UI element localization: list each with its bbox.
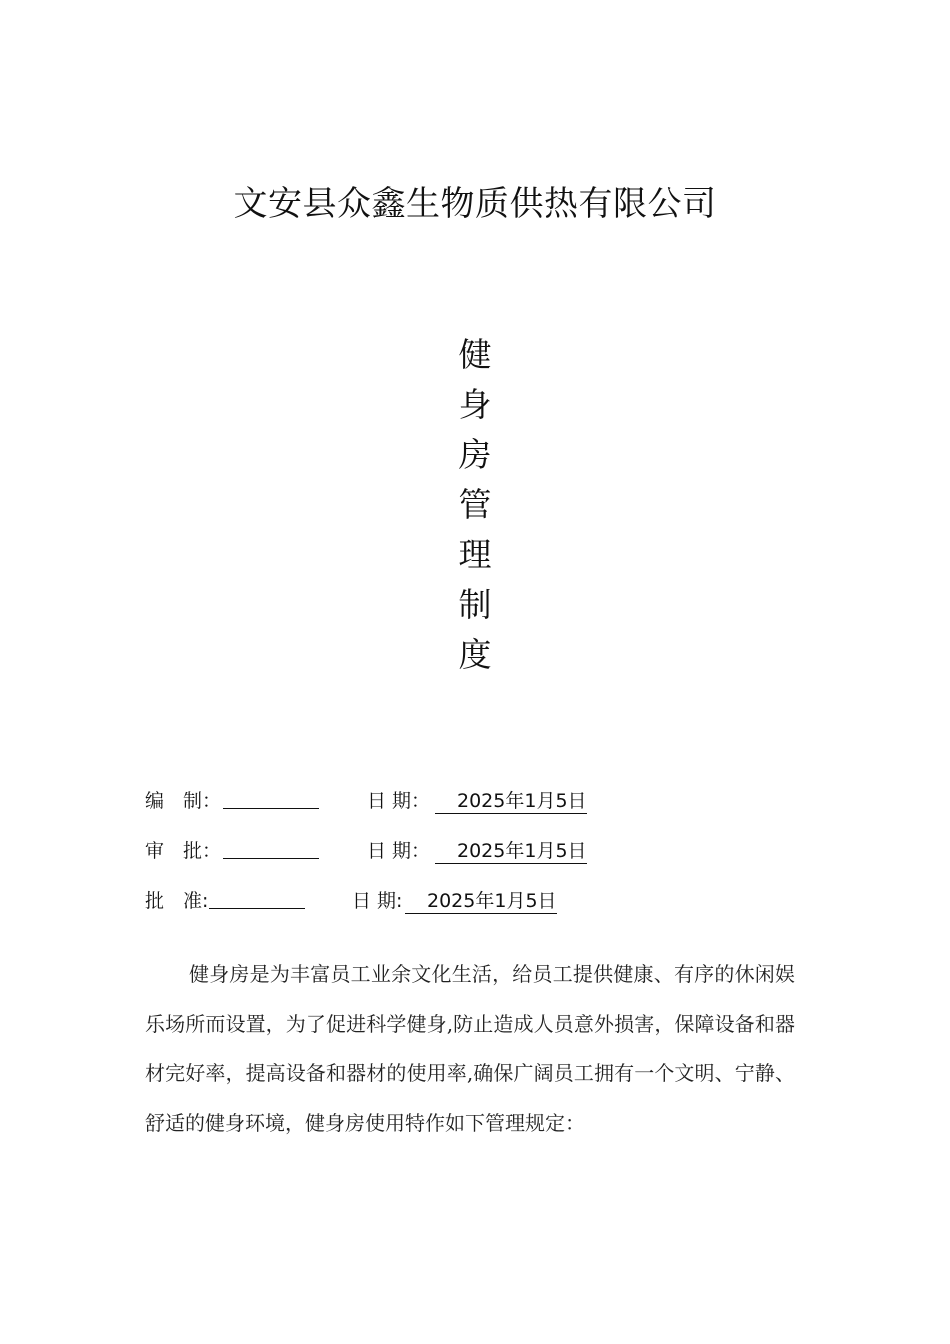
title-char: 理 xyxy=(458,535,492,574)
date-value: 2025年1月5日 xyxy=(435,836,587,864)
date-label: 日 期: xyxy=(352,890,403,912)
date-label: 日 期： xyxy=(367,840,431,862)
title-char: 健 xyxy=(458,335,492,374)
company-name: 文安县众鑫生物质供热有限公司 xyxy=(233,184,717,224)
date-value: 2025年1月5日 xyxy=(435,786,587,814)
intro-paragraph: 健身房是为丰富员工业余文化生活，给员工提供健康、有序的休闲娱乐场所而设置，为了促进科学健身,防止造成人员意外损害，保障设备和器材完好率，提高设备和器材的使用率,确保广阔员工拥有一个文明、宁静、舒适的健身环境，健身房使用特作如下管理规定： xyxy=(145,962,795,1135)
document-title xyxy=(455,330,495,680)
signature-line xyxy=(223,788,319,809)
date-label: 日 期： xyxy=(367,790,431,812)
signoff-label: 审 批： xyxy=(145,840,222,862)
date-value: 2025年1月5日 xyxy=(405,886,557,914)
signoff-label: 编 制： xyxy=(145,790,222,812)
signature-line xyxy=(223,838,319,859)
title-char: 度 xyxy=(458,635,492,674)
signoff-label: 批 准: xyxy=(145,890,209,912)
title-char: 管 xyxy=(458,485,492,524)
title-char: 身 xyxy=(458,385,492,424)
signature-line xyxy=(209,888,305,909)
title-char: 房 xyxy=(458,435,492,474)
title-char: 制 xyxy=(458,585,492,624)
